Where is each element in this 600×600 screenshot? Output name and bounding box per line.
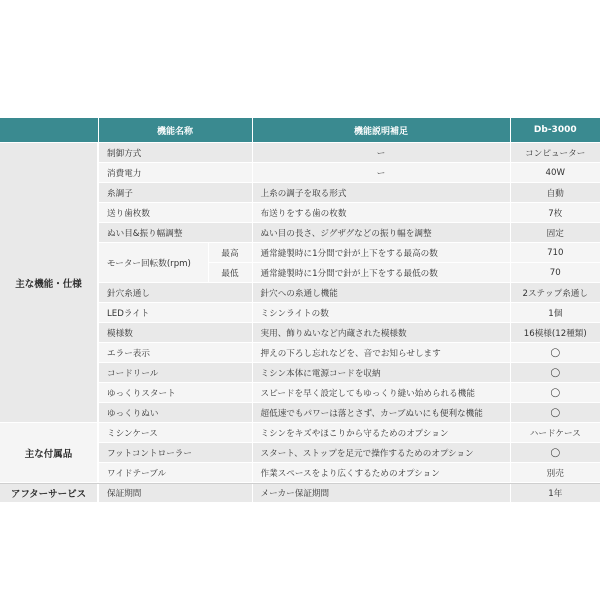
feature-description: 通常縫製時に1分間で針が上下をする最低の数 [252, 263, 510, 283]
feature-description: ー [252, 163, 510, 183]
feature-name: フットコントローラー [98, 443, 252, 463]
feature-description: 通常縫製時に1分間で針が上下をする最高の数 [252, 243, 510, 263]
feature-name: コードリール [98, 363, 252, 383]
header-feature-description: 機能説明補足 [252, 118, 510, 143]
category-main: 主な機能・仕様 [0, 143, 98, 423]
feature-value: コンピューター [510, 143, 600, 163]
spec-table [0, 118, 600, 503]
feature-name: モーター回転数(rpm) [98, 243, 208, 283]
feature-name: 消費電力 [98, 163, 252, 183]
feature-value: ハードケース [510, 423, 600, 443]
feature-value: 自動 [510, 183, 600, 203]
feature-name: 送り歯枚数 [98, 203, 252, 223]
feature-name: 模様数 [98, 323, 252, 343]
feature-description: 作業スペースをより広くするためのオプション [252, 463, 510, 483]
feature-value: 1年 [510, 483, 600, 503]
feature-value: ◯ [510, 443, 600, 463]
feature-value: 2ステップ糸通し [510, 283, 600, 303]
feature-description: 針穴への糸通し機能 [252, 283, 510, 303]
category-after-service: アフターサービス [0, 483, 98, 503]
feature-value: 710 [510, 243, 600, 263]
category-accessories: 主な付属品 [0, 423, 98, 483]
feature-value: ◯ [510, 343, 600, 363]
feature-description: ぬい目の長さ、ジグザグなどの振り幅を調整 [252, 223, 510, 243]
feature-name: ゆっくりスタート [98, 383, 252, 403]
feature-name: ゆっくりぬい [98, 403, 252, 423]
feature-value: ◯ [510, 363, 600, 383]
feature-description: スタート、ストップを足元で操作するためのオプション [252, 443, 510, 463]
feature-subtype: 最高 [208, 243, 252, 263]
feature-description: ミシンをキズやほこりから守るためのオプション [252, 423, 510, 443]
header-model: Db-3000 [510, 118, 600, 143]
feature-name: 針穴糸通し [98, 283, 252, 303]
feature-name: ぬい目&振り幅調整 [98, 223, 252, 243]
feature-description: 押えの下ろし忘れなどを、音でお知らせします [252, 343, 510, 363]
feature-name: エラー表示 [98, 343, 252, 363]
feature-name: 保証期間 [98, 483, 252, 503]
table-row [0, 143, 600, 163]
feature-name: 制御方式 [98, 143, 252, 163]
feature-value: 別売 [510, 463, 600, 483]
table-row [0, 423, 600, 443]
feature-name: ワイドテーブル [98, 463, 252, 483]
feature-description: 超低速でもパワーは落とさず、カーブぬいにも便利な機能 [252, 403, 510, 423]
feature-subtype: 最低 [208, 263, 252, 283]
feature-value: 7枚 [510, 203, 600, 223]
feature-description: ー [252, 143, 510, 163]
header-feature-name: 機能名称 [98, 118, 252, 143]
feature-description: スピードを早く設定してもゆっくり縫い始められる機能 [252, 383, 510, 403]
table-row [0, 483, 600, 503]
feature-description: ミシンライトの数 [252, 303, 510, 323]
feature-value: 1個 [510, 303, 600, 323]
feature-name: LEDライト [98, 303, 252, 323]
feature-value: ◯ [510, 383, 600, 403]
feature-value: 16模様(12種類) [510, 323, 600, 343]
feature-value: 固定 [510, 223, 600, 243]
feature-description: 上糸の調子を取る形式 [252, 183, 510, 203]
feature-name: 糸調子 [98, 183, 252, 203]
feature-value: 40W [510, 163, 600, 183]
feature-value: ◯ [510, 403, 600, 423]
bottom-divider [0, 483, 600, 484]
feature-description: 布送りをする歯の枚数 [252, 203, 510, 223]
header-row [0, 118, 600, 143]
feature-value: 70 [510, 263, 600, 283]
feature-description: メーカー保証期間 [252, 483, 510, 503]
header-category [0, 118, 98, 143]
feature-description: ミシン本体に電源コードを収納 [252, 363, 510, 383]
feature-name: ミシンケース [98, 423, 252, 443]
feature-description: 実用、飾りぬいなど内蔵された模様数 [252, 323, 510, 343]
